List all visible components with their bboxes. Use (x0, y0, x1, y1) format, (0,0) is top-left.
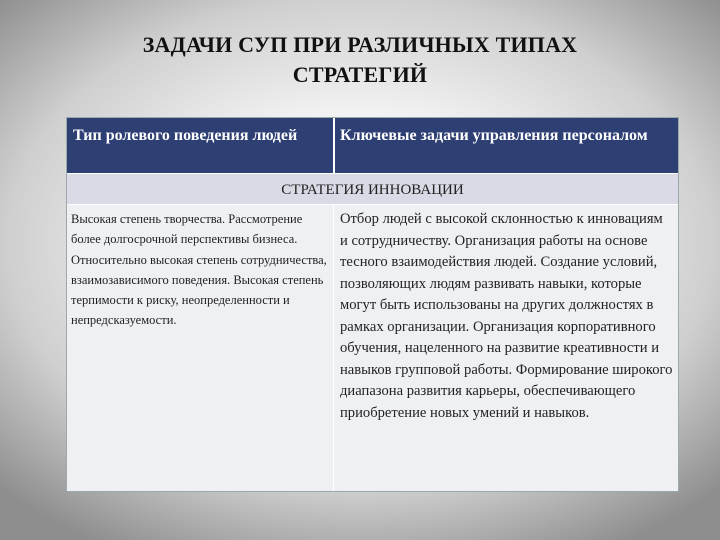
cell-behavior-description: Высокая степень творчества. Рассмотрение более долгосрочной перспективы бизнеса. Относительно высокая степень сотрудничества, взаимозависимого поведения. Высокая степень терпимости к риску, неопределенности и непредсказуемости. (71, 212, 327, 328)
strategy-table (66, 117, 679, 492)
slide-title (0, 30, 720, 90)
header-cell-key-tasks: Ключевые задачи управления персоналом (340, 127, 648, 144)
table-header-row (67, 118, 678, 173)
table-row (67, 205, 678, 491)
header-cell-behavior-type: Тип ролевого поведения людей (73, 127, 298, 144)
body-divider (333, 205, 334, 491)
cell-key-tasks-description: Отбор людей с высокой склонностью к инновациям и сотрудничеству. Организация работы на основе тесного взаимодействия людей. Создание условий, позволяющих людям развивать навыки, которые могут быть использованы на других должностях в рамках организации. Организация корпоративного обучения, нацеленного на развитие креативности и навыков групповой работы. Формирование широкого диапазона развития карьеры, обеспечивающего приобретение новых умений и навыков. (340, 211, 673, 421)
header-divider (333, 118, 335, 173)
slide-title-line-2: СТРАТЕГИЙ (292, 62, 428, 87)
section-row-innovation-strategy: СТРАТЕГИЯ ИННОВАЦИИ (67, 173, 678, 205)
slide-title-line-1: ЗАДАЧИ СУП ПРИ РАЗЛИЧНЫХ ТИПАХ (142, 32, 578, 57)
